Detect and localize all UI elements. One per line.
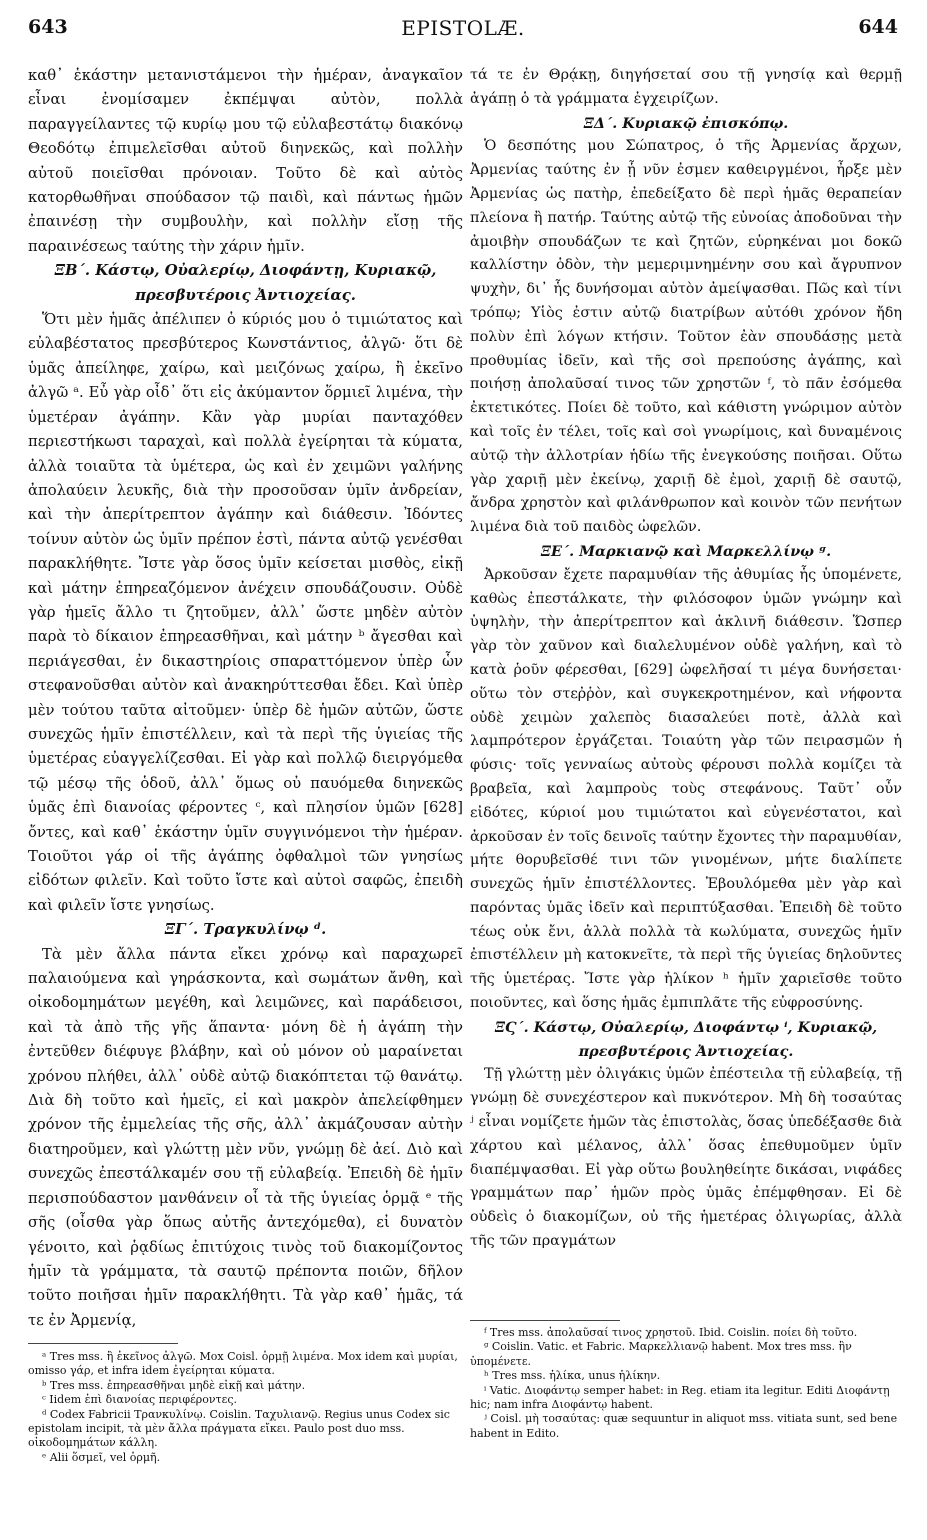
letter-heading-64: ΞΔ΄. Κυριακῷ ἐπισκόπῳ. xyxy=(583,114,789,132)
left-paragraph-3: Τὰ μὲν ἄλλα πάντα εἴκει χρόνῳ καὶ παραχωρεῖ παλαιούμενα καὶ γηράσκοντα, καὶ σωμάτων ἄνθη, καὶ οἰκοδομημάτων μεγέθη, καὶ λειμῶνες, καὶ παράδεισοι, καὶ τὰ ἀπὸ τῆς γῆς ἅπαντα· μόνη δὲ ἡ ἀγάπη τὴν ἐντεῦθεν διέφυγε βλάβην, καὶ οὐ μόνον οὐ μαραίνεται χρόνου πλήθει, ἀλλ᾽ οὐδὲ αὐτῷ διακόπτεται τῷ θανάτῳ. Διὰ δὴ τοῦτο καὶ ἡμεῖς, εἰ καὶ μακρὸν ἀπελείφθημεν χρόνον τῆς ἐμμελείας τῆς σῆς, ἀλλ᾽ ἀκμάζουσαν αὐτὴν διατηροῦμεν, καὶ γλώττῃ μὲν νῦν, γνώμῃ δὲ ἀεί. Διὸ καὶ συνεχῶς ἐπεστάλκαμέν σου τῇ εὐλαβείᾳ. Ἐπειδὴ δὲ ἡμῖν περισπούδαστον μανθάνειν οἷ τὰ τῆς ὑγιείας ὁρμᾷ ᵉ τῆς σῆς (οἶσθα γὰρ ὅπως αὐτῆς ἀντεχόμεθα), εἰ δυνατὸν γένοιτο, καὶ ῥᾳδίως ἐπιτύχοις τινὸς τοῦ διακομίζοντος ἡμῖν τὰ γράμματα, τὰ σαυτῷ πρέποντα ποιῶν, δῆλον τοῦτο ποιῆσαι ἡμῖν παρακλήθητι. Τὰ γὰρ καθ᾽ ἡμᾶς, τά τε ἐν Ἀρμενίᾳ, xyxy=(28,945,463,1329)
left-page-number: 643 xyxy=(28,16,68,38)
right-paragraph-4: Τῇ γλώττῃ μὲν ὀλιγάκις ὑμῶν ἐπέστειλα τῇ εὐλαβείᾳ, τῇ γνώμῃ δὲ συνεχέστερον καὶ πυκνότερον. Μὴ δὴ τοσαύτας ʲ εἶναι νομίζετε ἡμῶν τὰς ἐπιστολὰς, ὅσας ὑπεδέξασθε διὰ χάρτου καὶ μέλανος, ἀλλ᾽ ὅσας ἐπεθυμοῦμεν ὑμῖν διαπέμψασθαι. Εἰ γὰρ οὕτω βουληθείητε δικάσαι, νιφάδες γραμμάτων παρ᾽ ἡμῶν πρὸς ὑμᾶς ἐπέμφθησαν. Εἰ δὲ οὐδεὶς ὁ διακομίζων, οὐ τῆς ἡμετέρας ὀλιγωρίας, ἀλλὰ τῆς τῶν πραγμάτων xyxy=(470,1066,902,1250)
letter-heading-65: ΞΕ΄. Μαρκιανῷ καὶ Μαρκελλίνῳ ᵍ. xyxy=(540,542,832,560)
page-header xyxy=(28,16,898,46)
footnotes-right xyxy=(470,1326,902,1441)
letter-heading-62: ΞΒ΄. Κάστῳ, Οὐαλερίῳ, Διοφάντῃ, Κυριακῷ, πρεσβυτέροις Ἀντιοχείας. xyxy=(54,262,437,304)
footnote-b: ᵇ Tres mss. ἐπηρεασθῆναι μηδὲ εἰκῇ καὶ μάτην. xyxy=(42,1378,306,1392)
footnote-rule-left xyxy=(28,1343,178,1344)
footnotes-left xyxy=(28,1350,463,1465)
right-paragraph-3: Ἀρκοῦσαν ἔχετε παραμυθίαν τῆς ἀθυμίας ἧς ὑπομένετε, καθὼς ἐπεστάλκατε, τὴν φιλόσοφον ὑμῶν γνώμην καὶ ὑψηλὴν, τὴν ἀπερίτρεπτον καὶ ἀκλινῆ διάθεσιν. Ὥσπερ γὰρ τὸν χαῦνον καὶ διαλελυμένον οὐδὲ γαλήνη, καὶ τὸ κατὰ ῥοῦν φέρεσθαι, [629] ὠφελῆσαί τι μέγα δυνήσεται· οὕτω τὸν στεῤῥὸν, καὶ συγκεκροτημένον, καὶ νήφοντα οὐδὲ χειμὼν χαλεπὸς διασαλεύει ποτὲ, ἀλλὰ καὶ λαμπρότερον ἐργάζεται. Τοιαύτη γὰρ τῶν πειρασμῶν ἡ φύσις· τοῖς γενναίως αὐτοὺς φέρουσι πολλὰ κομίζει τὰ βραβεῖα, καὶ λαμπροὺς τοὺς στεφάνους. Ταῦτ᾽ οὖν εἰδότες, κύριοί μου τιμιώτατοι καὶ εὐγενέστατοι, καὶ ἀρκοῦσαν ἐν τοῖς δεινοῖς ταύτην ἔχοντες τὴν παραμυθίαν, μήτε θορυβεῖσθέ τινι τῶν γινομένων, μήτε διαλίπετε συνεχῶς ἡμῖν ἐπιστέλλοντες. Ἐβουλόμεθα μὲν γὰρ καὶ παρόντας ὑμᾶς ἰδεῖν καὶ περιπτύξασθαι. Ἐπειδὴ δὲ τοῦτο τέως οὐκ ἔνι, ἀλλὰ πολλὰ τὰ κωλύματα, συνεχῶς ἡμῖν ἐπιστέλλειν μὴ κατοκνεῖτε, τὰ περὶ τῆς ὑγιείας δηλοῦντες τῆς ὑμετέρας. Ἴστε γὰρ ἡλίκον ʰ ἡμῖν χαριεῖσθε τοῦτο ποιοῦντες, καὶ ὅσης ἡμᾶς ἐμπιπλᾶτε τῆς εὐφροσύνης. xyxy=(470,566,902,1012)
right-paragraph-2: Ὁ δεσπότης μου Σώπατρος, ὁ τῆς Ἀρμενίας ἄρχων, Ἀρμενίας ταύτης ἐν ᾗ νῦν ἐσμεν καθειργμένοι, ἦρξε μὲν Ἀρμενίας ὡς πατὴρ, ἐπεδείξατο δὲ περὶ ἡμᾶς θεραπείαν πλείονα ἢ πατήρ. Ταύτης αὐτῷ τῆς εὐνοίας ἀποδοῦναι τὴν ἀμοιβὴν σπουδάζων τε καὶ ζητῶν, εὑρηκέναι μοι δοκῶ καλλίστην ὁδὸν, τὴν μεμεριμνημένην σου καὶ ἄγρυπνον ψυχὴν, δι᾽ ἧς δυνήσομαι αὐτὸν ἀμείψασθαι. Πῶς καὶ τίνι τρόπῳ; Υἱὸς ἐστιν αὐτῷ διατρίβων αὐτόθι χρόνον ἤδη πολὺν ἐπὶ λόγων κτήσιν. Τοῦτον ἐὰν σπουδάσῃς μετὰ προθυμίας ἰδεῖν, καὶ τῆς σοὶ πρεπούσης ἀγάπης, καὶ ποιήσῃ ἀπολαῦσαί τινος τῶν χρηστῶν ᶠ, τὸ πᾶν ἐσόμεθα ἐκτετικότες. Ποίει δὲ τοῦτο, καὶ κάθιστη γνώριμον αὐτὸν καὶ τοῖς ἐν τέλει, τοῖς καὶ σοὶ γνωρίμοις, καὶ δυναμένοις αὐτῷ τὴν ἀλλοτρίαν ἡδίω τῆς ἐνεγκούσης ποιῆσαι. Οὕτω γὰρ χαριῇ μὲν ἐκείνῳ, χαριῇ δὲ ἐμοὶ, χαριῇ δὲ σαυτῷ, ἄνδρα χρηστὸν καὶ φιλάνθρωπον καὶ κοινὸν τῶν πενήτων λιμένα διὰ τοῦ παιδὸς ὠφελῶν. xyxy=(470,138,902,536)
footnote-g: ᵍ Coislin. Vatic. et Fabric. Μαρκελλιανῷ habent. Mox tres mss. ἣν ὑπομένετε. xyxy=(470,1340,852,1368)
footnote-e: ᵉ Alii ὅσμεῖ, vel ὁρμῆ. xyxy=(42,1450,161,1464)
footnote-d: ᵈ Codex Fabricii Τρανκυλίνῳ. Coislin. Ταχυλιανῷ. Regius unus Codex sic epistolam incipit, τὰ μὲν ἄλλα πράγματα εἴκει. Paulo post duo mss. οἰκοδομημάτων κάλλη. xyxy=(28,1407,450,1450)
left-paragraph-1: καθ᾽ ἑκάστην μετανιστάμενοι τὴν ἡμέραν, ἀναγκαῖον εἶναι ἐνομίσαμεν ἐκπέμψαι αὐτὸν, πολλὰ παραγγείλαντες τῷ κυρίῳ μου τῷ εὐλαβεστάτῳ διακόνῳ Θεοδότῳ ἐπιμελεῖσθαι αὐτοῦ διηνεκῶς, καὶ πολλὴν αὐτοῦ ποιεῖσθαι πρόνοιαν. Τοῦτο δὲ καὶ αὐτὸς κατορθωθῆναι σπούδασον τῷ παιδὶ, καὶ πάντως ἡμῶν ἐπαινέσῃ τὴν συμβουλὴν, καὶ πολλὴν εἴσῃ τῆς παραινέσεως ταύτης τὴν χάριν ἡμῖν. xyxy=(28,67,463,255)
right-page-number: 644 xyxy=(858,16,898,38)
left-column xyxy=(28,64,463,1333)
footnote-f: ᶠ Tres mss. ἀπολαῦσαί τινος χρηστοῦ. Ibid. Coislin. ποίει δὴ τοῦτο. xyxy=(484,1326,858,1339)
footnote-rule-right xyxy=(470,1320,620,1321)
letter-heading-66: ΞϚ΄. Κάστῳ, Οὐαλερίῳ, Διοφάντῳ ⁱ, Κυριακῷ, πρεσβυτέροις Ἀντιοχείας. xyxy=(494,1018,878,1060)
right-paragraph-1: τά τε ἐν Θρᾴκῃ, διηγήσεταί σου τῇ γνησίᾳ καὶ θερμῇ ἀγάπῃ ὁ τὰ γράμματα ἐγχειρίζων. xyxy=(470,67,902,107)
footnote-c: ᶜ Iidem ἐπὶ διανοίας περιφέροντες. xyxy=(42,1393,237,1407)
footnote-h: ʰ Tres mss. ἡλίκα, unus ἡλίκην. xyxy=(484,1369,661,1383)
right-column xyxy=(470,64,902,1254)
footnote-i: ⁱ Vatic. Διοφάντῳ semper habet: in Reg. etiam ita legitur. Editi Διοφάντῃ hic; nam infra Διοφάντῳ habent. xyxy=(470,1383,890,1412)
left-paragraph-2: Ὅτι μὲν ἡμᾶς ἀπέλιπεν ὁ κύριός μου ὁ τιμιώτατος καὶ εὐλαβέστατος πρεσβύτερος Κωνστάντιος, ἀλγῶ· ὅτι δὲ ὑμᾶς ἀπείληφε, χαίρω, καὶ μειζόνως χαίρω, ἢ ἐκεῖνο ἀλγῶ ᵃ. Εὖ γὰρ οἶδ᾽ ὅτι εἰς ἀκύμαντον ὅρμιεῖ λιμένα, τὴν ὑμετέραν ἀγάπην. Κἂν γὰρ μυρίαι πανταχόθεν περιεστήκωσι ταραχαὶ, καὶ πολλὰ ἐγείρηται τὰ κύματα, ἀλλὰ τοιαῦτα τὰ ὑμέτερα, ὡς καὶ ἐν χειμῶνι γαλήνης ἀπολαύειν λευκῆς, διὰ τὴν προσοῦσαν ὑμῖν ἀνδρείαν, καὶ τὴν ἀπερίτρεπτον ἀγάπην καὶ διάθεσιν. Ἰδόντες τοίνυν αὐτὸν ὡς ὑμῖν πρέπον ἐστὶ, πάντα αὐτῷ γενέσθαι παρακλήθητε. Ἴστε γὰρ ὅσος ὑμῖν κείσεται μισθὸς, εἰκῇ καὶ μάτην ἐπηρεαζόμενον ἀνέχειν σπουδάζουσιν. Οὐδὲ γὰρ ἡμεῖς ἄλλο τι ζητοῦμεν, ἀλλ᾽ ὥστε μηδὲν αὐτὸν παρὰ τὸ δίκαιον ἐπηρεασθῆναι, καὶ μάτην ᵇ ἄγεσθαι καὶ περιάγεσθαι, ἐν δικαστηρίοις σπαραττόμενον ὑπὲρ ὧν στεφανοῦσθαι αὐτὸν καὶ ἀνακηρύττεσθαι ἔδει. Καὶ ὑπὲρ μὲν τούτου ταῦτα αἰτοῦμεν· ὑπὲρ δὲ ἡμῶν αὐτῶν, ὥστε συνεχῶς ἡμῖν ἐπιστέλλειν, καὶ τὰ περὶ τῆς ὑγιείας τῆς ὑμετέρας εὐαγγελίζεσθαι. Εἰ γὰρ καὶ πολλῷ διειργόμεθα τῷ μέσῳ τῆς ὁδοῦ, ἀλλ᾽ ὅμως οὐ παυόμεθα διηνεκῶς ὑμᾶς ἐπὶ διανοίας φέροντες ᶜ, καὶ πλησίον ὑμῶν [628] ὄντες, καὶ καθ᾽ ἑκάστην ὑμῖν συγγινόμενοι τὴν ἡμέραν. Τοιοῦτοι γάρ οἱ τῆς ἀγάπης ὀφθαλμοὶ τῶν γνησίως εἰδότων φιλεῖν. Καὶ τοῦτο ἴστε καὶ αὐτοὶ σαφῶς, ἐπειδὴ καὶ φιλεῖν ἴστε γνησίως. xyxy=(28,311,463,914)
footnote-a: ᵃ Tres mss. ἢ ἐκεῖνος ἀλγῶ. Mox Coisl. ὁρμῇ λιμένα. Mox idem καὶ μυρίαι, omisso γάρ, et infra idem ἐγείρηται κύματα. xyxy=(28,1350,458,1378)
letter-heading-63: ΞΓ΄. Τραγκυλίνῳ ᵈ. xyxy=(164,921,327,939)
running-title: EPISTOLÆ. xyxy=(401,16,525,40)
footnote-j: ʲ Coisl. μὴ τοσαύτας: quæ sequuntur in aliquot mss. vitiata sunt, sed bene habent in Edito. xyxy=(470,1412,898,1440)
